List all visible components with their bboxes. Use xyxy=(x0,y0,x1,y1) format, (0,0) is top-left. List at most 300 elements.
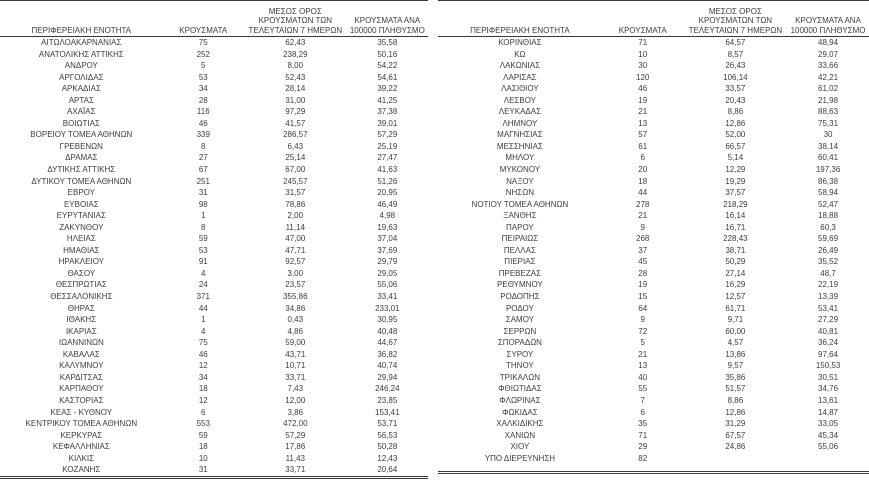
cases-cell: 82 xyxy=(638,453,648,463)
region-cell: ΚΙΛΚΙΣ xyxy=(68,453,95,463)
cases-cell: 6 xyxy=(201,407,206,417)
region-cell: ΡΟΔΟΠΗΣ xyxy=(500,292,540,302)
avg7-cell: 8,86 xyxy=(727,395,744,405)
cases-cell: 553 xyxy=(196,419,210,429)
avg7-cell: 31,57 xyxy=(285,188,306,198)
per100k-cell: 86,38 xyxy=(818,176,839,186)
table-row xyxy=(0,453,428,465)
avg7-cell: 97,29 xyxy=(285,107,306,117)
table-row xyxy=(0,37,428,49)
cases-cell: 9 xyxy=(640,222,645,232)
table-row xyxy=(438,360,869,372)
avg7-cell: 355,86 xyxy=(283,292,308,302)
table-row xyxy=(0,222,428,234)
region-cell: ΚΕΦΑΛΛΗΝΙΑΣ xyxy=(52,442,110,452)
cases-cell: 53 xyxy=(198,72,208,82)
table-row xyxy=(438,441,869,453)
cases-cell: 251 xyxy=(196,176,210,186)
col-header-cases: ΚΡΟΥΣΜΑΤΑ xyxy=(602,1,684,37)
per100k-cell: 12,43 xyxy=(377,453,398,463)
cases-cell: 46 xyxy=(638,84,648,94)
per100k-cell: 35,58 xyxy=(377,38,398,47)
cases-cell: 12 xyxy=(198,395,208,405)
cases-cell: 6 xyxy=(640,407,645,417)
table-row xyxy=(438,37,869,49)
avg7-cell: 12,86 xyxy=(725,407,746,417)
per100k-cell: 29,79 xyxy=(377,257,398,267)
region-cell: ΛΑΡΙΣΑΣ xyxy=(503,72,537,82)
cases-cell: 8 xyxy=(201,141,206,151)
cases-cell: 35 xyxy=(638,419,648,429)
per100k-cell: 60,3 xyxy=(820,222,836,232)
region-cell: ΠΕΛΛΑΣ xyxy=(503,245,536,255)
table-row xyxy=(438,372,869,384)
per100k-cell: 18,88 xyxy=(818,211,839,221)
avg7-cell: 9,57 xyxy=(727,361,744,371)
per100k-cell: 59,69 xyxy=(818,234,839,244)
table-row xyxy=(438,326,869,338)
table-row xyxy=(438,453,869,465)
avg7-cell: 12,00 xyxy=(285,395,306,405)
avg7-cell: 12,57 xyxy=(725,292,746,302)
avg7-cell: 20,43 xyxy=(725,95,746,105)
cases-cell: 91 xyxy=(198,257,208,267)
cases-cell: 57 xyxy=(638,130,648,140)
region-cell: ΜΕΣΣΗΝΙΑΣ xyxy=(496,141,543,151)
region-cell: ΕΥΒΟΙΑΣ xyxy=(63,199,99,209)
table-row xyxy=(0,279,428,291)
per100k-cell: 30,95 xyxy=(377,315,398,325)
per100k-cell: 40,74 xyxy=(377,361,398,371)
avg7-cell: 23,57 xyxy=(285,280,306,290)
table-row xyxy=(438,129,869,141)
table-row xyxy=(438,314,869,326)
cases-cell: 252 xyxy=(196,49,210,59)
per100k-cell: 88,63 xyxy=(818,107,839,117)
avg7-cell: 92,57 xyxy=(285,257,306,267)
table-row xyxy=(438,49,869,61)
avg7-cell: 43,71 xyxy=(285,349,306,359)
table-row xyxy=(438,152,869,164)
per100k-cell: 26,49 xyxy=(818,245,839,255)
region-cell: ΛΕΥΚΑΔΑΣ xyxy=(498,107,542,117)
cases-cell: 27 xyxy=(198,153,208,163)
region-cell: ΑΡΓΟΛΙΔΑΣ xyxy=(59,72,104,82)
cases-cell: 31 xyxy=(198,188,208,198)
region-cell: ΠΑΡΟΥ xyxy=(506,222,534,232)
avg7-cell: 34,86 xyxy=(285,303,306,313)
avg7-cell: 51,57 xyxy=(725,384,746,394)
table-body xyxy=(0,37,428,478)
cases-cell: 278 xyxy=(636,199,650,209)
region-cell: ΘΕΣΠΡΩΤΙΑΣ xyxy=(55,280,107,290)
cases-cell: 30 xyxy=(638,61,648,71)
cases-cell: 71 xyxy=(638,38,648,47)
cases-cell: 9 xyxy=(640,315,645,325)
cases-cell: 44 xyxy=(638,188,648,198)
region-cell: ΚΕΑΣ - ΚΥΘΝΟΥ xyxy=(50,407,113,417)
avg7-cell: 2,00 xyxy=(287,211,304,221)
region-cell: ΚΑΡΠΑΘΟΥ xyxy=(59,384,104,394)
cases-cell: 24 xyxy=(198,280,208,290)
region-cell: ΘΕΣΣΑΛΟΝΙΚΗΣ xyxy=(50,292,113,302)
per100k-cell: 51,26 xyxy=(377,176,398,186)
region-cell: ΙΘΑΚΗΣ xyxy=(66,315,97,325)
region-cell: ΝΟΤΙΟΥ ΤΟΜΕΑ ΑΘΗΝΩΝ xyxy=(471,199,569,209)
avg7-cell: 12,29 xyxy=(725,165,746,175)
col-header-cases: ΚΡΟΥΣΜΑΤΑ xyxy=(163,1,244,37)
header-row xyxy=(0,1,428,37)
region-cell: ΗΜΑΘΙΑΣ xyxy=(63,245,100,255)
cases-cell: 1 xyxy=(201,211,206,221)
avg7-cell: 16,71 xyxy=(725,222,746,232)
per100k-cell: 40,48 xyxy=(377,326,398,336)
regional-cases-table-left xyxy=(0,0,428,479)
region-cell: ΚΟΖΑΝΗΣ xyxy=(62,465,101,475)
cases-cell: 34 xyxy=(198,84,208,94)
avg7-cell: 25,14 xyxy=(285,153,306,163)
per100k-cell: 53,71 xyxy=(377,419,398,429)
per100k-cell: 13,39 xyxy=(818,292,839,302)
table-row xyxy=(0,303,428,315)
table-row xyxy=(438,199,869,211)
per100k-cell: 19,63 xyxy=(377,222,398,232)
per100k-cell: 61,02 xyxy=(818,84,839,94)
per100k-cell: 38,14 xyxy=(818,141,839,151)
avg7-cell: 28,14 xyxy=(285,84,306,94)
region-cell: ΚΑΛΥΜΝΟΥ xyxy=(59,361,104,371)
region-cell: ΚΑΒΑΛΑΣ xyxy=(62,349,100,359)
table-row xyxy=(0,152,428,164)
cases-cell: 6 xyxy=(640,153,645,163)
avg7-cell: 50,29 xyxy=(725,257,746,267)
region-cell: ΚΕΡΚΥΡΑΣ xyxy=(60,430,103,440)
per100k-cell: 52,47 xyxy=(818,199,839,209)
cases-cell: 55 xyxy=(638,384,648,394)
avg7-cell: 286,57 xyxy=(283,130,308,140)
cases-cell: 29 xyxy=(638,442,648,452)
region-cell: ΤΗΝΟΥ xyxy=(506,361,534,371)
table-row xyxy=(438,418,869,430)
avg7-cell: 31,29 xyxy=(725,419,746,429)
cases-cell: 59 xyxy=(198,234,208,244)
avg7-cell: 4,86 xyxy=(287,326,304,336)
col-header-per100k: ΚΡΟΥΣΜΑΤΑ ΑΝΑ 100000 ΠΛΗΘΥΣΜΟ xyxy=(787,1,869,37)
cases-cell: 120 xyxy=(636,72,650,82)
per100k-cell: 54,22 xyxy=(377,61,398,71)
avg7-cell: 33,71 xyxy=(285,465,306,475)
region-cell: ΡΕΘΥΜΝΟΥ xyxy=(497,280,543,290)
cases-cell: 19 xyxy=(638,280,648,290)
avg7-cell: 228,43 xyxy=(723,234,748,244)
table-row xyxy=(0,337,428,349)
table-row xyxy=(0,464,428,477)
col-header-region: ΠΕΡΙΦΕΡΕΙΑΚΗ ΕΝΟΤΗΤΑ xyxy=(0,1,163,37)
cases-cell: 71 xyxy=(638,430,648,440)
per100k-cell: 25,19 xyxy=(377,141,398,151)
region-cell: ΡΟΔΟΥ xyxy=(505,303,534,313)
region-cell: ΘΑΣΟΥ xyxy=(67,268,96,278)
per100k-cell: 46,49 xyxy=(377,199,398,209)
table-row xyxy=(0,176,428,188)
region-cell: ΝΑΞΟΥ xyxy=(506,176,534,186)
table-row xyxy=(438,291,869,303)
per100k-cell: 14,87 xyxy=(818,407,839,417)
region-cell: ΔΥΤΙΚΗΣ ΑΤΤΙΚΗΣ xyxy=(47,165,116,175)
cases-cell: 64 xyxy=(638,303,648,313)
region-cell: ΥΠΟ ΔΙΕΡΕΥΝΗΣΗ xyxy=(484,453,556,463)
table-row xyxy=(0,106,428,118)
region-cell: ΚΩ xyxy=(514,49,526,59)
per100k-cell: 50,16 xyxy=(377,49,398,59)
cases-cell: 45 xyxy=(638,257,648,267)
cases-cell: 72 xyxy=(638,326,648,336)
per100k-cell: 197,36 xyxy=(815,165,841,175)
table-row xyxy=(0,418,428,430)
region-cell: ΧΙΟΥ xyxy=(510,442,530,452)
table-row xyxy=(438,187,869,199)
avg7-cell: 9,71 xyxy=(727,315,744,325)
table-row xyxy=(438,279,869,291)
avg7-cell: 33,57 xyxy=(725,84,746,94)
table-row xyxy=(438,118,869,130)
per100k-cell: 27,29 xyxy=(818,315,839,325)
region-cell: ΦΘΙΩΤΙΔΑΣ xyxy=(498,384,542,394)
per100k-cell: 27,47 xyxy=(377,153,398,163)
avg7-cell: 8,57 xyxy=(727,49,744,59)
table-row xyxy=(0,395,428,407)
table-row xyxy=(0,268,428,280)
region-cell: ΣΕΡΡΩΝ xyxy=(503,326,537,336)
per100k-cell: 55,06 xyxy=(377,280,398,290)
avg7-cell: 62,43 xyxy=(285,38,306,47)
region-cell: ΠΡΕΒΕΖΑΣ xyxy=(498,268,542,278)
table-footer-spacer xyxy=(438,464,869,472)
region-cell: ΧΑΝΙΩΝ xyxy=(504,430,536,440)
cases-cell: 28 xyxy=(198,95,208,105)
per100k-cell: 48,94 xyxy=(818,38,839,47)
region-cell: ΛΑΚΩΝΙΑΣ xyxy=(499,61,541,71)
cases-cell: 116 xyxy=(196,107,210,117)
avg7-cell: 67,00 xyxy=(285,165,306,175)
avg7-cell: 3,00 xyxy=(287,268,304,278)
region-cell: ΜΑΓΝΗΣΙΑΣ xyxy=(497,130,543,140)
cases-cell: 8 xyxy=(201,222,206,232)
cases-cell: 67 xyxy=(198,165,208,175)
cases-cell: 40 xyxy=(638,372,648,382)
per100k-cell: 40,81 xyxy=(818,326,839,336)
cases-cell: 75 xyxy=(198,338,208,348)
avg7-cell: 4,57 xyxy=(727,338,744,348)
region-cell: ΚΑΡΔΙΤΣΑΣ xyxy=(59,372,103,382)
avg7-cell: 52,43 xyxy=(285,72,306,82)
avg7-cell: 472,00 xyxy=(283,419,308,429)
per100k-cell: 29,07 xyxy=(818,49,839,59)
table-row xyxy=(438,83,869,95)
avg7-cell: 11,43 xyxy=(285,453,306,463)
region-cell: ΧΑΛΚΙΔΙΚΗΣ xyxy=(496,419,544,429)
avg7-cell: 11,14 xyxy=(285,222,306,232)
table-row xyxy=(0,129,428,141)
table-row xyxy=(438,176,869,188)
table-row xyxy=(438,245,869,257)
per100k-cell: 44,67 xyxy=(377,338,398,348)
per100k-cell: 55,06 xyxy=(818,442,839,452)
avg7-cell: 47,71 xyxy=(285,245,306,255)
avg7-cell xyxy=(684,453,787,465)
cases-cell: 21 xyxy=(638,211,648,221)
region-cell: ΓΡΕΒΕΝΩΝ xyxy=(59,141,103,151)
table-row xyxy=(438,256,869,268)
cases-cell: 5 xyxy=(640,338,645,348)
table-row xyxy=(0,360,428,372)
cases-cell: 21 xyxy=(638,349,648,359)
cases-cell: 4 xyxy=(201,326,206,336)
table-row xyxy=(438,222,869,234)
cases-cell: 46 xyxy=(198,349,208,359)
avg7-cell: 47,00 xyxy=(285,234,306,244)
table-row xyxy=(0,83,428,95)
cases-cell: 13 xyxy=(638,361,648,371)
avg7-cell: 37,57 xyxy=(725,188,746,198)
region-cell: ΠΙΕΡΙΑΣ xyxy=(504,257,536,267)
avg7-cell: 17,86 xyxy=(285,442,306,452)
table-row xyxy=(0,372,428,384)
cases-cell: 75 xyxy=(198,38,208,47)
cases-cell: 12 xyxy=(198,361,208,371)
table-row xyxy=(0,314,428,326)
per100k-cell: 50,28 xyxy=(377,442,398,452)
table-row xyxy=(438,303,869,315)
region-cell: ΕΥΡΥΤΑΝΙΑΣ xyxy=(56,211,106,221)
per100k-cell: 60,41 xyxy=(818,153,839,163)
avg7-cell: 27,14 xyxy=(725,268,746,278)
table-row xyxy=(438,337,869,349)
per100k-cell: 35,52 xyxy=(818,257,839,267)
per100k-cell: 97,64 xyxy=(818,349,839,359)
table-row xyxy=(438,72,869,84)
per100k-cell: 33,41 xyxy=(377,292,398,302)
per100k-cell: 29,94 xyxy=(377,372,398,382)
per100k-cell: 36,82 xyxy=(377,349,398,359)
region-cell: ΑΡΤΑΣ xyxy=(68,95,94,105)
region-cell: ΠΕΙΡΑΙΩΣ xyxy=(501,234,539,244)
per100k-cell: 58,94 xyxy=(818,188,839,198)
per100k-cell: 39,22 xyxy=(377,84,398,94)
table-row xyxy=(438,95,869,107)
table-row xyxy=(438,233,869,245)
region-cell: ΙΚΑΡΙΑΣ xyxy=(65,326,97,336)
cases-cell: 31 xyxy=(198,465,208,475)
region-cell: ΣΑΜΟΥ xyxy=(505,315,535,325)
cases-cell: 28 xyxy=(638,268,648,278)
table-row xyxy=(0,430,428,442)
avg7-cell: 38,71 xyxy=(725,245,746,255)
avg7-cell: 16,14 xyxy=(725,211,746,221)
region-cell: ΞΑΝΘΗΣ xyxy=(503,211,537,221)
cases-cell: 59 xyxy=(198,430,208,440)
avg7-cell: 66,57 xyxy=(725,141,746,151)
col-header-avg7: ΜΕΣΟΣ ΟΡΟΣ ΚΡΟΥΣΜΑΤΩΝ ΤΩΝ ΤΕΛΕΥΤΑΙΩΝ 7 ΗΜΕΡΩΝ xyxy=(684,1,787,37)
table-row xyxy=(0,233,428,245)
table-row xyxy=(438,268,869,280)
per100k-cell: 41,25 xyxy=(377,95,398,105)
avg7-cell: 19,29 xyxy=(725,176,746,186)
per100k-cell: 56,53 xyxy=(377,430,398,440)
per100k-cell: 37,38 xyxy=(377,107,398,117)
avg7-cell: 26,43 xyxy=(725,61,746,71)
table-row xyxy=(0,407,428,419)
per100k-cell: 75,31 xyxy=(818,118,839,128)
table-row xyxy=(0,187,428,199)
region-cell: ΙΩΑΝΝΙΝΩΝ xyxy=(58,338,104,348)
table-row xyxy=(0,164,428,176)
region-cell: ΑΧΑΪΑΣ xyxy=(67,107,96,117)
cases-cell: 13 xyxy=(638,118,648,128)
per100k-cell: 30 xyxy=(823,130,833,140)
per100k-cell: 29,05 xyxy=(377,268,398,278)
region-cell: ΕΒΡΟΥ xyxy=(67,188,95,198)
region-cell: ΦΛΩΡΙΝΑΣ xyxy=(499,395,541,405)
table-row xyxy=(438,407,869,419)
region-cell: ΚΑΣΤΟΡΙΑΣ xyxy=(59,395,104,405)
table-row xyxy=(0,72,428,84)
avg7-cell: 52,00 xyxy=(725,130,746,140)
avg7-cell: 78,86 xyxy=(285,199,306,209)
cases-cell: 1 xyxy=(201,315,206,325)
table-row xyxy=(0,326,428,338)
cases-cell: 19 xyxy=(638,95,648,105)
regional-cases-table-right xyxy=(438,0,869,474)
table-row xyxy=(0,141,428,153)
avg7-cell: 0,43 xyxy=(287,315,304,325)
cases-cell: 21 xyxy=(638,107,648,117)
avg7-cell: 35,86 xyxy=(725,372,746,382)
per100k-cell: 21,98 xyxy=(818,95,839,105)
per100k-cell: 37,04 xyxy=(377,234,398,244)
avg7-cell: 13,86 xyxy=(725,349,746,359)
col-header-per100k: ΚΡΟΥΣΜΑΤΑ ΑΝΑ 100000 ΠΛΗΘΥΣΜΟ xyxy=(347,1,428,37)
table-row xyxy=(438,430,869,442)
table-row xyxy=(438,60,869,72)
avg7-cell: 218,29 xyxy=(723,199,748,209)
per100k-cell: 22,19 xyxy=(818,280,839,290)
region-cell: ΑΝΔΡΟΥ xyxy=(64,61,98,71)
per100k-cell: 233,01 xyxy=(375,303,400,313)
avg7-cell: 57,29 xyxy=(285,430,306,440)
cases-cell: 7 xyxy=(640,395,645,405)
table-row xyxy=(0,245,428,257)
table-row xyxy=(0,49,428,61)
avg7-cell: 5,14 xyxy=(727,153,744,163)
avg7-cell: 238,29 xyxy=(283,49,308,59)
per100k-cell: 42,21 xyxy=(818,72,839,82)
cases-cell: 18 xyxy=(638,176,648,186)
table-row xyxy=(0,118,428,130)
per100k-cell: 34,76 xyxy=(818,384,839,394)
table-row xyxy=(438,383,869,395)
region-cell: ΒΟΡΕΙΟΥ ΤΟΜΕΑ ΑΘΗΝΩΝ xyxy=(30,130,133,140)
table-row xyxy=(0,95,428,107)
header-row xyxy=(438,1,869,37)
table-row xyxy=(0,441,428,453)
region-cell: ΖΑΚΥΝΘΟΥ xyxy=(59,222,104,232)
cases-cell: 10 xyxy=(638,49,648,59)
table-row xyxy=(0,349,428,361)
per100k-cell: 41,63 xyxy=(377,165,398,175)
table-row xyxy=(438,164,869,176)
region-cell: ΗΡΑΚΛΕΙΟΥ xyxy=(58,257,105,267)
